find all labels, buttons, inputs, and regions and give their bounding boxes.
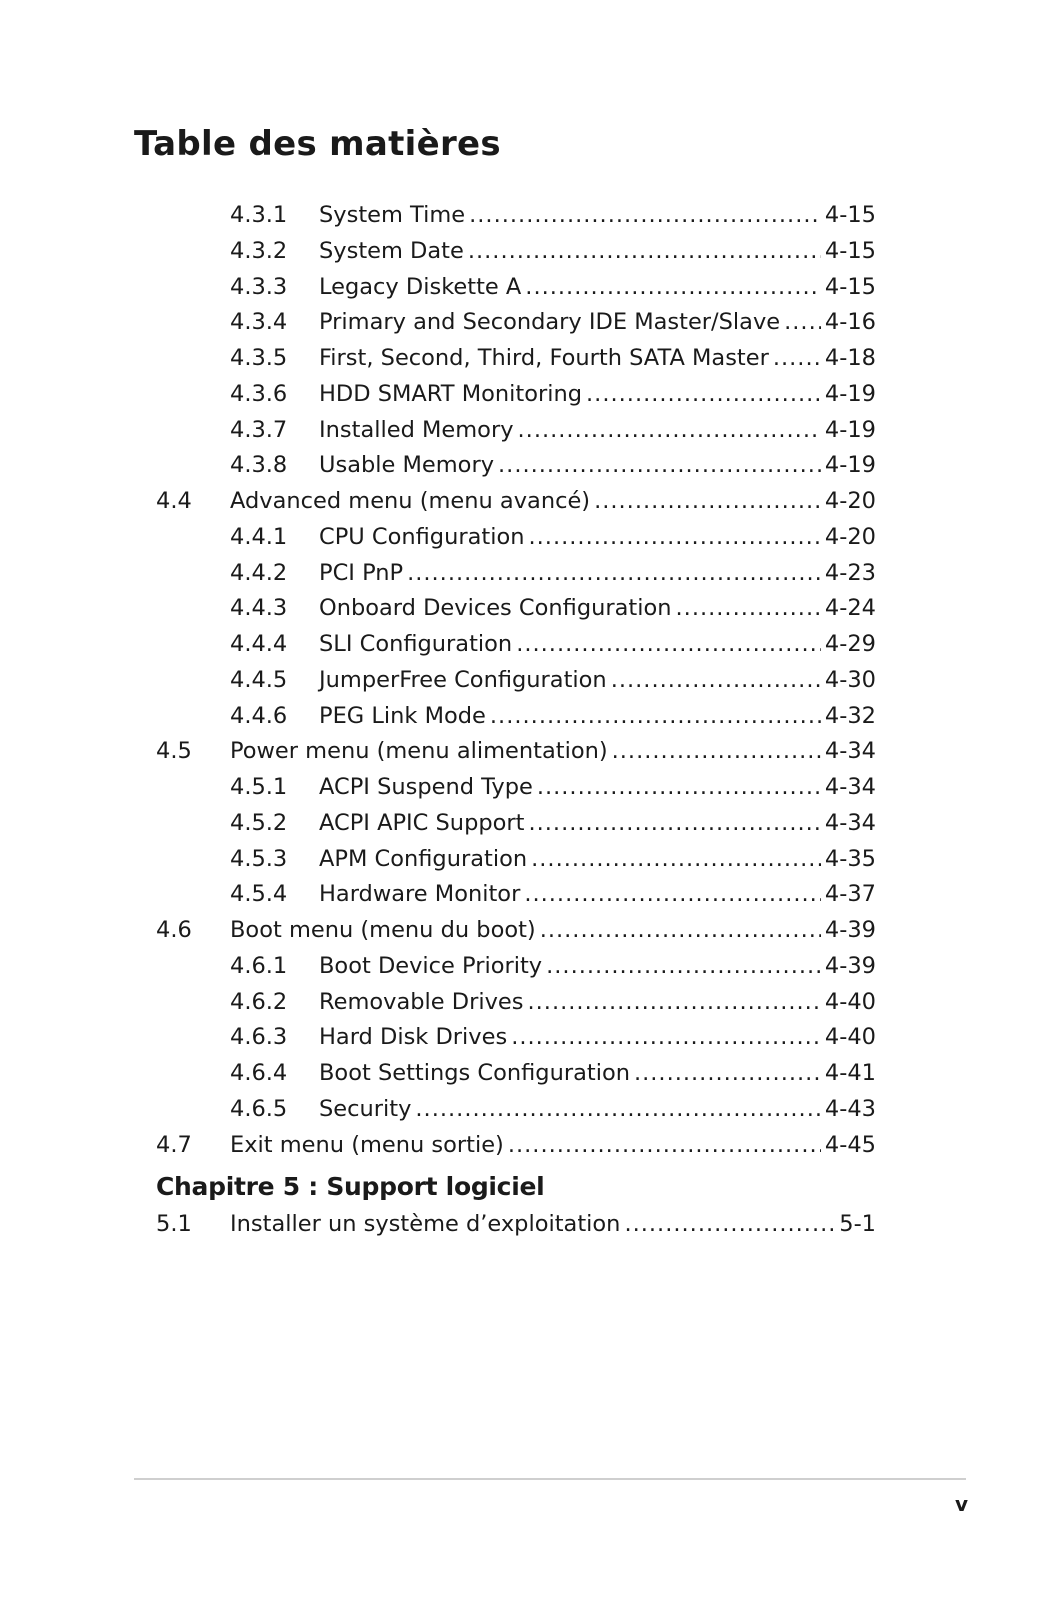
toc-entry-page: 4-35 [824,845,876,872]
toc-entry-title: ACPI Suspend Type [319,774,533,800]
toc-entry-page: 4-43 [824,1095,876,1122]
toc-entry-title: Hard Disk Drives [319,1024,508,1051]
toc-entry-number: 4.5.2 [230,809,288,836]
footer-divider [134,1478,966,1480]
toc-entry-page: 4-20 [824,523,876,550]
toc-entry-title: Installer un système d’exploitation [230,1211,621,1237]
toc-dot-leader [612,736,821,766]
toc-entry[interactable] [230,450,876,480]
toc-entry-number: 4.3.1 [230,202,288,228]
toc-entry-number: 4.3.2 [230,237,288,264]
toc-entry-title: ACPI APIC Support [319,809,525,836]
toc-dot-leader [634,1058,821,1088]
toc-dot-leader [498,450,821,480]
toc-entry-number: 4.6.1 [230,952,288,979]
toc-entry-number: 4.3.6 [230,380,288,407]
toc-entry-page: 4-30 [824,666,876,693]
toc-entry-page: 4-29 [824,631,876,657]
toc-entry-page: 4-18 [824,345,876,371]
toc-entry-title: Onboard Devices Configuration [319,595,672,622]
toc-dot-leader [508,1130,821,1160]
toc-entry[interactable] [230,844,876,874]
toc-entry-title: PEG Link Mode [319,702,486,729]
toc-entry[interactable] [230,558,876,588]
page-number: v [954,1492,968,1516]
toc-entry-page: 4-41 [824,1060,876,1086]
toc-entry-number: 4.4 [156,488,192,514]
toc-entry[interactable] [156,1130,876,1160]
toc-entry-page: 4-19 [824,380,876,407]
toc-entry[interactable] [230,415,876,445]
toc-entry-number: 4.6.5 [230,1095,288,1122]
toc-dot-leader [469,200,821,230]
toc-entry-page: 4-19 [824,416,876,443]
toc-entry-number: 4.5.3 [230,845,288,872]
toc-entry-title: JumperFree Configuration [319,666,607,693]
toc-entry-number: 4.4.2 [230,559,288,586]
toc-entry-page: 4-15 [824,237,876,264]
toc-entry-number: 4.3.5 [230,345,288,371]
toc-entry-title: Advanced menu (menu avancé) [230,488,591,514]
toc-entry-title: Boot Settings Configuration [319,1060,630,1086]
toc-dot-leader [540,915,821,945]
toc-entry[interactable] [230,1022,876,1052]
toc-entry-page: 4-34 [824,738,876,765]
toc-entry[interactable] [230,701,876,731]
toc-entry-number: 4.5.1 [230,774,288,800]
page-title: Table des matières [134,124,501,164]
toc-entry-number: 4.6.3 [230,1024,288,1051]
toc-dot-leader [415,1094,821,1124]
toc-entry-page: 4-39 [824,952,876,979]
toc-entry[interactable] [230,665,876,695]
toc-dot-leader [594,486,821,516]
toc-dot-leader [524,879,821,909]
toc-entry-number: 4.4.4 [230,631,288,657]
toc-entry-number: 4.4.5 [230,666,288,693]
toc-entry[interactable] [230,307,876,337]
toc-entry-number: 4.6.4 [230,1060,288,1086]
toc-entry-page: 4-34 [824,809,876,836]
toc-dot-leader [468,236,821,266]
toc-entry[interactable] [156,915,876,945]
toc-dot-leader [586,379,821,409]
toc-entry-page: 4-19 [824,452,876,479]
toc-entry[interactable] [230,272,876,302]
toc-entry[interactable] [230,629,876,659]
toc-entry-title: System Date [319,237,464,264]
toc-entry[interactable] [156,1209,876,1239]
toc-entry-title: Boot menu (menu du boot) [230,917,536,943]
toc-dot-leader [518,415,821,445]
toc-entry-title: Exit menu (menu sortie) [230,1131,504,1158]
toc-entry-number: 4.4.3 [230,595,288,622]
toc-entry[interactable] [230,200,876,230]
toc-entry[interactable] [230,343,876,373]
toc-dot-leader [676,593,821,623]
toc-entry[interactable] [230,593,876,623]
toc-entry-number: 4.6 [156,917,192,943]
toc-entry-page: 4-40 [824,988,876,1015]
toc-entry-title: Security [319,1095,412,1122]
toc-entry-title: Boot Device Priority [319,952,543,979]
toc-entry-page: 4-40 [824,1024,876,1051]
toc-entry[interactable] [230,1058,876,1088]
toc-entry-number: 4.3.3 [230,273,288,300]
toc-entry-number: 4.5.4 [230,881,288,908]
toc-dot-leader [490,701,821,731]
toc-dot-leader [529,522,821,552]
toc-entry[interactable] [230,951,876,981]
toc-entry-title: CPU Configuration [319,523,525,550]
toc-dot-leader [511,1022,821,1052]
toc-entry-page: 4-24 [824,595,876,622]
toc-entry-title: Installed Memory [319,416,514,443]
toc-entry[interactable] [230,522,876,552]
toc-entry-title: PCI PnP [319,559,404,586]
toc-dot-leader [537,772,821,802]
toc-entry-page: 4-20 [824,488,876,514]
toc-dot-leader [528,987,821,1017]
toc-entry-page: 4-15 [824,202,876,228]
toc-entry-number: 5.1 [156,1211,192,1237]
toc-entry-number: 4.5 [156,738,192,765]
toc-entry[interactable] [230,772,876,802]
toc-entry[interactable] [230,379,876,409]
toc-entry-title: System Time [319,202,466,228]
toc-dot-leader [516,629,821,659]
toc-dot-leader [528,808,820,838]
toc-entry-title: Removable Drives [319,988,524,1015]
toc-entry-title: Hardware Monitor [319,881,521,908]
toc-entry[interactable] [230,1094,876,1124]
toc-dot-leader [531,844,821,874]
toc-entry-title: First, Second, Third, Fourth SATA Master [319,345,769,371]
toc-entry-number: 4.3.7 [230,416,288,443]
toc-entry-title: Usable Memory [319,452,495,479]
toc-entry-number: 4.3.8 [230,452,288,479]
toc-entry-page: 4-16 [824,309,876,336]
toc-dot-leader [624,1209,835,1239]
toc-dot-leader [773,343,821,373]
toc-entry[interactable] [230,987,876,1017]
toc-entry[interactable] [156,486,876,516]
toc-entry[interactable] [230,879,876,909]
toc-entry-number: 4.4.6 [230,702,288,729]
toc-entry-page: 5-1 [839,1211,876,1237]
toc-entry[interactable] [230,808,876,838]
toc-entry-title: HDD SMART Monitoring [319,380,583,407]
toc-entry[interactable] [230,236,876,266]
toc-entry-page: 4-23 [824,559,876,586]
toc-dot-leader [784,307,821,337]
toc-entry-title: Primary and Secondary IDE Master/Slave [319,309,781,336]
toc-entry-page: 4-34 [824,774,876,800]
toc-dot-leader [525,272,821,302]
toc-entry-page: 4-45 [824,1131,876,1158]
chapter-heading: Chapitre 5 : Support logiciel [156,1172,545,1201]
toc-entry[interactable] [156,736,876,766]
toc-entry-number: 4.7 [156,1131,192,1158]
toc-entry-title: APM Configuration [319,845,528,872]
toc-entry-number: 4.6.2 [230,988,288,1015]
toc-entry-page: 4-15 [824,273,876,300]
toc-entry-title: Power menu (menu alimentation) [230,738,608,765]
toc-entry-page: 4-37 [824,881,876,908]
toc-dot-leader [546,951,821,981]
toc-entry-number: 4.4.1 [230,523,288,550]
toc-entry-page: 4-32 [824,702,876,729]
toc-entry-title: Legacy Diskette A [319,273,522,300]
toc-entry-page: 4-39 [824,917,876,943]
toc-entry-title: SLI Configuration [319,631,513,657]
toc-dot-leader [407,558,821,588]
toc-dot-leader [611,665,821,695]
toc-entry-number: 4.3.4 [230,309,288,336]
